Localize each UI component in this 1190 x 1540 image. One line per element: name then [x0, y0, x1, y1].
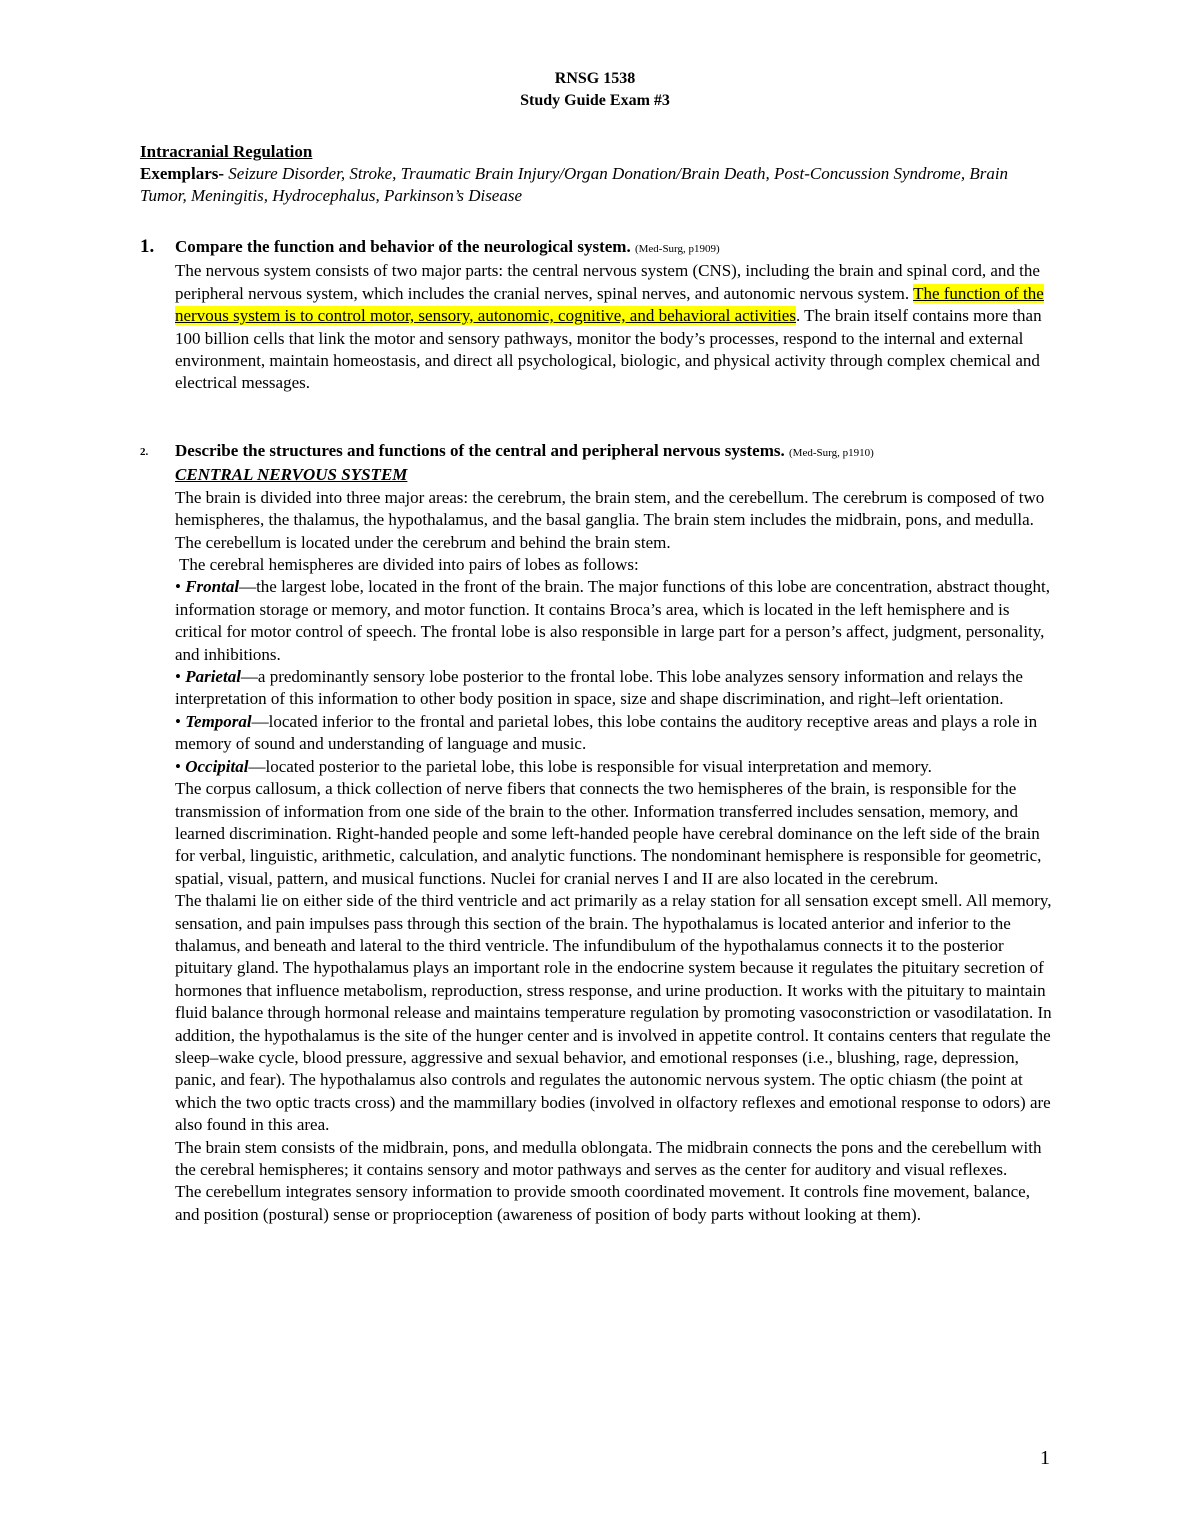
document-title: Study Guide Exam #3	[520, 92, 670, 109]
course-code: RNSG 1538	[554, 70, 636, 87]
bullet: •	[175, 667, 186, 687]
brain-areas-paragraph: The brain is divided into three major areas: the cerebrum, the brain stem, and the cerebellum. The cerebrum is composed of two hemispheres, the thalamus, the hypothalamus, and the basal ganglia. The brain stem includes the midbrain, pons, and medulla. The cerebellum is located under the cerebrum and behind the brain stem.	[175, 487, 1045, 552]
cerebellum-paragraph: The cerebellum integrates sensory information to provide smooth coordinated movement. It controls fine movement, balance, and position (postural) sense or proprioception (awareness of position of body parts without looking at them).	[175, 1182, 1030, 1224]
cns-subheading: CENTRAL NERVOUS SYSTEM	[175, 465, 408, 485]
lobe-name: Parietal	[185, 667, 241, 687]
lobe-item	[175, 711, 1055, 756]
exemplars-label: Exemplars-	[140, 164, 225, 183]
lobe-description: —a predominantly sensory lobe posterior to the frontal lobe. This lobe analyzes sensory information and relays the interpretation of this information to other body position in space, size and shape discrimination, and right–left orientation.	[175, 667, 1023, 709]
lobe-description: —located posterior to the parietal lobe, this lobe is responsible for visual interpretation and memory.	[248, 756, 932, 776]
lobe-name: Frontal	[185, 577, 240, 597]
lobe-description: —the largest lobe, located in the front of the brain. The major functions of this lobe are concentration, abstract thought, information storage or memory, and motor function. It contains Broca’s area, which is located in the left hemisphere and is critical for motor control of speech. The frontal lobe is also responsible in large part for a person’s affect, judgment, personality, and inhibitions.	[175, 577, 1050, 664]
question-1	[175, 236, 1055, 395]
corpus-callosum-paragraph: The corpus callosum, a thick collection of nerve fibers that connects the two hemispheres of the brain, is responsible for the transmission of information from one side of the brain to the other. Information transferred includes sensation, memory, and learned discrimination. Right-handed people and some left-handed people have cerebral dominance on the left side of the brain for verbal, linguistic, arithmetic, calculation, and analytic functions. The nondominant hemisphere is responsible for geometric, spatial, visual, pattern, and musical functions. Nuclei for cranial nerves I and II are also located in the cerebrum.	[175, 779, 1042, 888]
exemplars-list: Seizure Disorder, Stroke, Traumatic Brain Injury/Organ Donation/Brain Death, Post-Concussion Syndrome, Brain Tumor, Meningitis, Hydrocephalus, Parkinson’s Disease	[140, 164, 1009, 206]
lobe-name: Temporal	[185, 711, 252, 731]
question-2-citation: (Med-Surg, p1910)	[789, 447, 874, 459]
lobe-name: Occipital	[185, 756, 249, 776]
answer-text: The nervous system consists of two major parts: the central nervous system (CNS), including the brain and spinal cord, and the peripheral nervous system, which includes the cranial nerves, spinal nerves, and autonomic nervous system.	[175, 261, 1040, 303]
bullet: •	[175, 711, 186, 731]
answer-text-continued: . The brain itself contains more than 100 billion cells that link the motor and sensory pathways, monitor the body’s processes, respond to the internal and external environment, maintain homeostasis, and direct all psychological, biologic, and physical activity through complex chemical and electrical messages.	[175, 306, 1042, 393]
question-2-heading	[175, 440, 1055, 464]
question-1-answer	[175, 260, 1055, 394]
section-title: Intracranial Regulation	[140, 142, 313, 161]
question-1-text: Compare the function and behavior of the neurological system.	[175, 237, 631, 256]
thalamus-paragraph: The thalami lie on either side of the third ventricle and act primarily as a relay station for all sensation except smell. All memory, sensation, and pain impulses pass through this section of the brain. The hypothalamus is located anterior and inferior to the thalamus, and beneath and lateral to the third ventricle. The infundibulum of the hypothalamus connects it to the posterior pituitary gland. The hypothalamus plays an important role in the endocrine system because it regulates the pituitary secretion of hormones that influence metabolism, reproduction, stress response, and urine production. It works with the pituitary to maintain fluid balance through hormonal release and maintains temperature regulation by promoting vasoconstriction or vasodilatation. In addition, the hypothalamus is the site of the hunger center and is involved in appetite control. It contains centers that regulate the sleep–wake cycle, blood pressure, aggressive and sexual behavior, and emotional responses (i.e., blushing, rage, depression, panic, and fear). The hypothalamus also controls and regulates the autonomic nervous system. The optic chiasm (the point at which the two optic tracts cross) and the mammillary bodies (involved in olfactory reflexes and emotional response to odors) are also found in this area.	[175, 891, 1052, 1135]
highlighted-text: The function of the nervous system is to control motor, sensory, autonomic, cognitive, and behavioral activities	[175, 283, 1044, 326]
question-2-text: Describe the structures and functions of the central and peripheral nervous systems.	[175, 441, 785, 460]
lobe-item	[175, 666, 1055, 711]
question-2-number: 2.	[140, 446, 149, 458]
question-1-citation: (Med-Surg, p1909)	[634, 243, 720, 255]
page-number: 1	[1040, 1447, 1050, 1469]
lobe-item	[175, 576, 1055, 666]
lobes-intro: The cerebral hemispheres are divided into pairs of lobes as follows:	[175, 555, 639, 575]
bullet: •	[175, 577, 186, 597]
lobe-description: —located inferior to the frontal and parietal lobes, this lobe contains the auditory receptive areas and plays a role in memory of sound and understanding of language and music.	[175, 711, 1038, 754]
lobe-item	[175, 756, 1055, 778]
exemplars	[140, 163, 1040, 208]
brain-stem-paragraph: The brain stem consists of the midbrain, pons, and medulla oblongata. The midbrain connects the pons and the cerebellum with the cerebral hemispheres; it contains sensory and motor pathways and serves as the center for auditory and visual reflexes.	[175, 1137, 1042, 1179]
question-1-heading	[175, 236, 1055, 260]
question-1-number: 1.	[140, 236, 155, 257]
bullet: •	[175, 756, 186, 776]
question-2	[175, 440, 1055, 1226]
